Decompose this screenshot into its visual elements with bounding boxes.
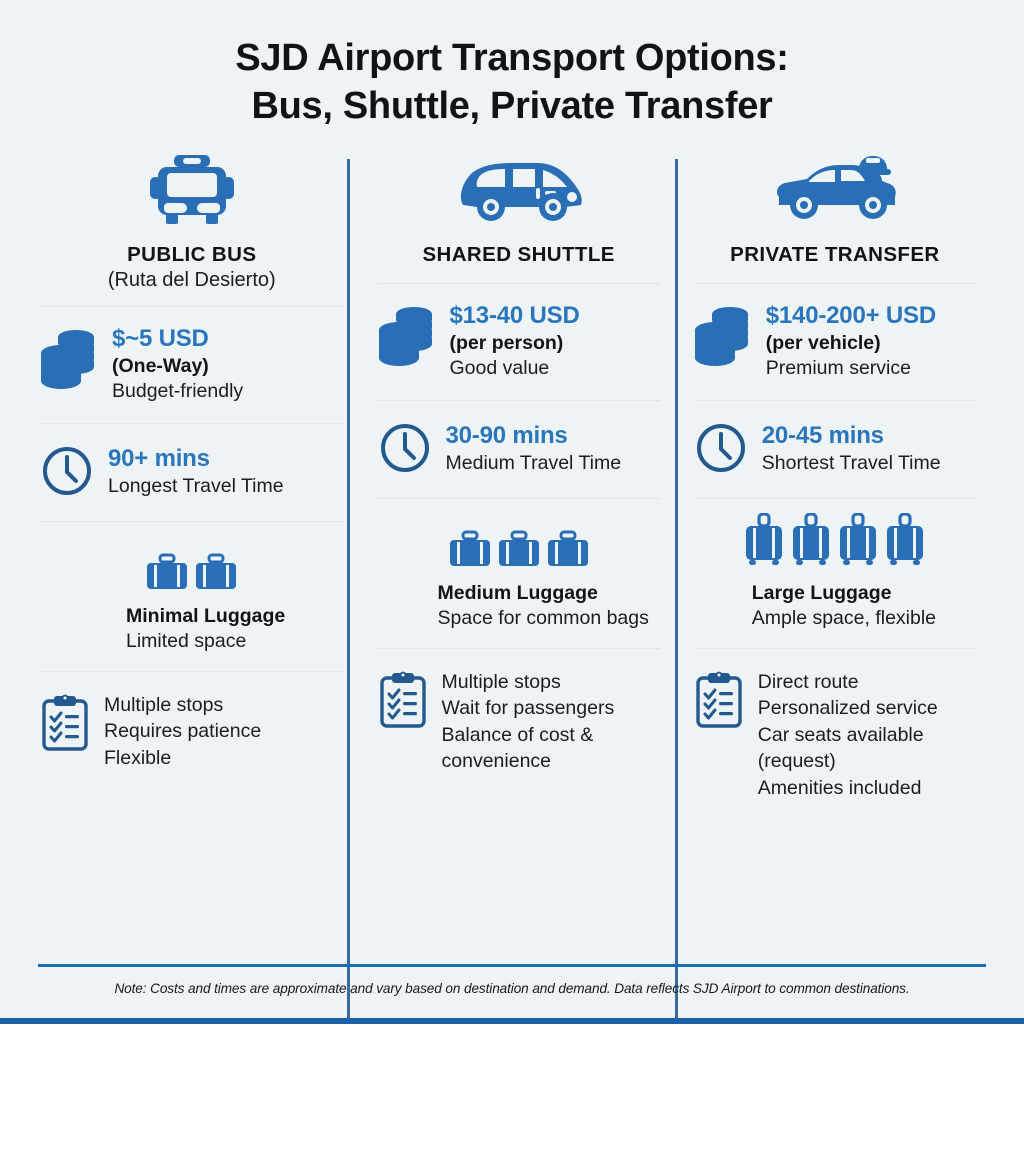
time-text <box>762 422 976 476</box>
luggage-icon-group <box>694 513 976 569</box>
page-title-line-1: SJD Airport Transport Options: <box>235 37 789 79</box>
suitcase-icon <box>498 529 540 569</box>
luggage-note: Ample space, flexible <box>751 607 937 630</box>
luggage-icon-group <box>40 536 344 592</box>
notes-row-private-transfer <box>694 649 976 820</box>
price-text <box>766 302 976 382</box>
time-value: 90+ mins <box>108 445 210 473</box>
time-note: Shortest Travel Time <box>761 451 941 474</box>
clock-icon <box>694 419 748 480</box>
clipboard-icon <box>378 669 428 734</box>
column-private-transfer <box>670 149 986 842</box>
price-row-public-bus <box>40 307 344 424</box>
price-amount: $~5 USD <box>112 324 209 352</box>
car-with-driver-icon <box>694 149 976 227</box>
note-line: Amenities included <box>757 776 922 799</box>
column-title: PUBLIC BUS <box>127 242 257 266</box>
clock-icon <box>378 419 432 480</box>
notes-list <box>442 669 660 775</box>
luggage-text <box>126 604 344 655</box>
column-title: PRIVATE TRANSFER <box>730 242 940 266</box>
clipboard-icon <box>40 692 90 757</box>
price-text <box>450 302 660 382</box>
time-text <box>108 445 344 499</box>
column-header-public-bus <box>40 149 344 307</box>
luggage-text <box>438 581 660 632</box>
column-public-bus <box>38 149 354 842</box>
luggage-label: Large Luggage <box>751 581 892 604</box>
price-amount: $140-200+ USD <box>765 301 936 329</box>
price-unit: (per vehicle) <box>765 332 881 355</box>
luggage-label: Minimal Luggage <box>126 604 286 627</box>
price-row-shared-shuttle <box>378 284 660 401</box>
price-note: Budget-friendly <box>112 380 244 403</box>
luggage-icon-group <box>378 513 660 569</box>
coins-icon <box>40 325 98 394</box>
rolling-suitcase-icon <box>885 513 925 569</box>
suitcase-icon <box>146 552 188 592</box>
footer <box>38 964 986 996</box>
clipboard-icon <box>694 669 744 734</box>
note-line: Personalized service <box>757 697 938 720</box>
luggage-label: Medium Luggage <box>437 581 598 604</box>
time-row-shared-shuttle <box>378 401 660 499</box>
footer-divider <box>38 964 986 967</box>
note-line: Multiple stops <box>441 670 561 693</box>
notes-list <box>758 669 976 802</box>
column-title: SHARED SHUTTLE <box>422 242 615 266</box>
rolling-suitcase-icon <box>838 513 878 569</box>
note-line: Direct route <box>757 670 859 693</box>
luggage-row-private-transfer <box>694 499 976 649</box>
van-icon <box>378 149 660 227</box>
time-note: Longest Travel Time <box>108 474 284 497</box>
luggage-note: Space for common bags <box>437 607 649 630</box>
luggage-row-public-bus <box>40 522 344 672</box>
coins-icon <box>378 302 436 371</box>
note-line: Multiple stops <box>104 693 224 716</box>
time-row-public-bus <box>40 424 344 522</box>
column-divider-2 <box>675 159 678 1025</box>
price-amount: $13-40 USD <box>449 301 580 329</box>
bus-icon <box>40 149 344 227</box>
note-line: Flexible <box>104 746 172 769</box>
time-value: 20-45 mins <box>761 422 884 450</box>
price-unit: (One-Way) <box>112 355 209 378</box>
column-subtitle: (Ruta del Desierto) <box>107 268 276 291</box>
time-note: Medium Travel Time <box>445 451 622 474</box>
luggage-note: Limited space <box>126 630 247 653</box>
note-line: Requires patience <box>104 720 262 743</box>
price-unit: (per person) <box>449 332 564 355</box>
luggage-row-shared-shuttle <box>378 499 660 649</box>
coins-icon <box>694 302 752 371</box>
footer-note: Note: Costs and times are approximate and vary based on destination and demand. Data reflects SJD Airport to common destinations. <box>114 981 910 996</box>
clock-icon <box>40 442 94 503</box>
notes-row-shared-shuttle <box>378 649 660 819</box>
column-header-private-transfer <box>694 149 976 284</box>
rolling-suitcase-icon <box>791 513 831 569</box>
price-note: Good value <box>449 357 550 380</box>
luggage-text <box>752 581 976 632</box>
suitcase-icon <box>195 552 237 592</box>
price-text <box>112 325 344 405</box>
notes-row-public-bus <box>40 672 344 842</box>
column-shared-shuttle <box>354 149 670 842</box>
comparison-columns <box>38 149 986 842</box>
suitcase-icon <box>547 529 589 569</box>
rolling-suitcase-icon <box>744 513 784 569</box>
note-line: convenience <box>441 750 552 773</box>
note-line: Car seats available <box>757 723 924 746</box>
price-note: Premium service <box>765 357 911 380</box>
column-header-shared-shuttle <box>378 149 660 284</box>
time-value: 30-90 mins <box>445 422 568 450</box>
suitcase-icon <box>449 529 491 569</box>
column-divider-1 <box>347 159 350 1025</box>
page-title-line-2: Bus, Shuttle, Private Transfer <box>251 85 773 128</box>
price-row-private-transfer <box>694 284 976 401</box>
time-text <box>446 422 660 476</box>
note-line: Wait for passengers <box>441 697 615 720</box>
note-line: Balance of cost & <box>441 723 594 746</box>
notes-list <box>104 692 344 772</box>
note-line: (request) <box>757 750 836 773</box>
time-row-private-transfer <box>694 401 976 499</box>
page-title <box>0 0 1024 131</box>
